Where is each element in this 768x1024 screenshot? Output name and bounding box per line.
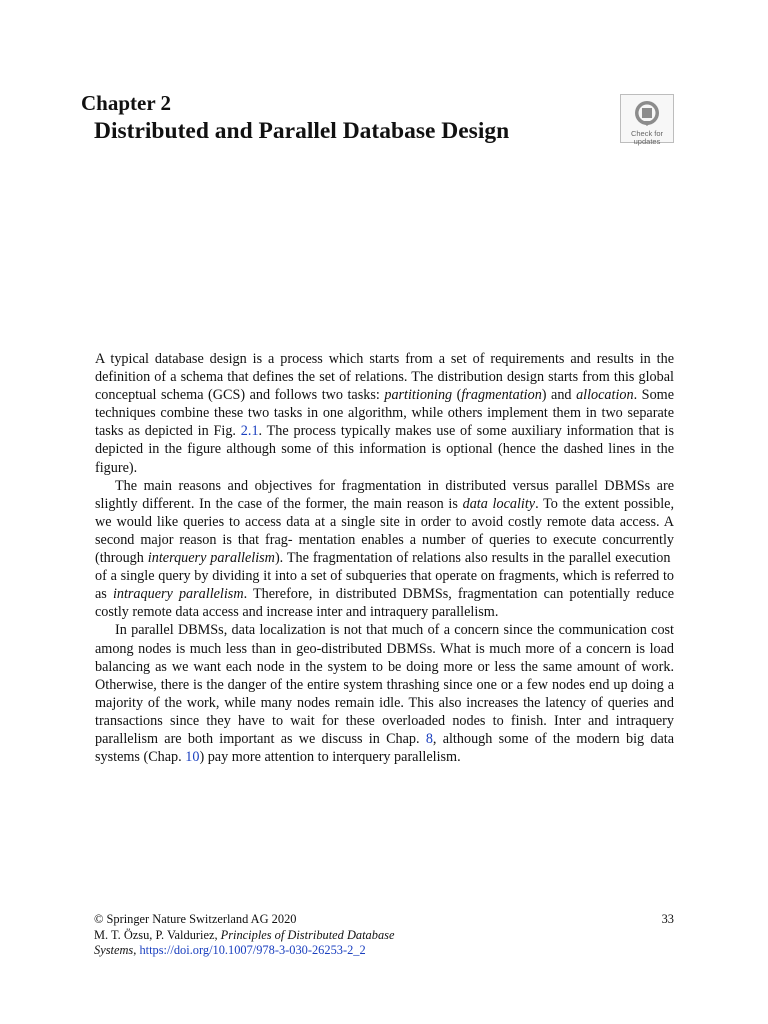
term-data-locality: data locality bbox=[462, 495, 536, 512]
paragraph-3 bbox=[95, 621, 674, 766]
text-span: . Some techniques combine these two tasks in one algorithm, while others implement them in two separate tasks as depicted in Fig. bbox=[95, 387, 674, 440]
badge-text-line1: Check for bbox=[630, 129, 664, 138]
citation-line bbox=[94, 928, 674, 944]
chapter-ref-link[interactable]: 10 bbox=[185, 749, 200, 766]
body-text bbox=[95, 350, 674, 766]
text-span: ). The fragmentation of relations also results in the parallel execution of a single query by dividing it into a set of subqueries that operate on fragments, which is referred to as bbox=[95, 550, 674, 603]
term-interquery-parallelism: interquery parallelism bbox=[147, 550, 275, 567]
book-title: Principles of Distributed Database bbox=[220, 927, 395, 942]
text-span: The main reasons and objectives for fragmentation in distributed versus parallel DBMSs are slightly different. In the case of the former, the main reason is bbox=[95, 477, 674, 512]
term-fragmentation: fragmentation bbox=[461, 387, 542, 404]
term-allocation: allocation bbox=[576, 387, 634, 404]
text-span: , although some of the modern big data systems (Chap. bbox=[95, 730, 674, 766]
page-footer bbox=[94, 912, 674, 959]
chapter-ref-link[interactable]: 8 bbox=[425, 730, 433, 747]
text-span: . To the extent possible, we would like queries to access data at a single site in order to avoid costly remote data access. A second major reason is that frag- mentation enables a number of queries to execute concurrently (through bbox=[95, 495, 675, 567]
text-span: . Therefore, in distributed DBMSs, fragmentation can potentially reduce costly remote data access and increase inter and intraquery parallelism. bbox=[95, 586, 674, 621]
text-span: In parallel DBMSs, data localization is not that much of a concern since the communication cost among nodes is much less than in geo-distributed DBMSs. What is much more of a concern is load balancing as we want each node in the system to be doing more or less the same amount of work. Otherwise, there is the danger of the entire system thrashing since one or a few nodes end up doing a majority of the work, while many nodes remain idle. This also increases the latency of queries and transactions since they have to wait for these overloaded nodes to finish. Inter and intraquery parallelism are both important as we discuss in Chap. bbox=[95, 622, 674, 747]
crossmark-icon bbox=[632, 99, 662, 129]
copyright-line: © Springer Nature Switzerland AG 2020 bbox=[94, 912, 297, 926]
term-partitioning: partitioning bbox=[384, 387, 453, 404]
text-span: ( bbox=[452, 387, 462, 404]
chapter-label: Chapter 2 bbox=[81, 91, 172, 115]
text-span: . The process typically makes use of some auxiliary information that is depicted in the figure although some of this information is optional (hence the dashed lines in the figure). bbox=[95, 423, 674, 476]
book-title-end: Systems bbox=[94, 943, 134, 958]
paragraph-2 bbox=[95, 477, 674, 622]
badge-text-line2: updates bbox=[633, 137, 661, 146]
page-number: 33 bbox=[661, 912, 674, 926]
citation-line-2 bbox=[94, 943, 674, 959]
text-span: A typical database design is a process which starts from a set of requirements and results in the definition of a schema that defines the set of relations. The distribution design starts from this global conceptual schema (GCS) and follows two tasks: bbox=[95, 351, 674, 404]
separator: , bbox=[133, 943, 140, 958]
term-intraquery-parallelism: intraquery parallelism bbox=[112, 586, 244, 603]
check-for-updates-badge[interactable] bbox=[620, 94, 674, 146]
paragraph-1 bbox=[95, 350, 674, 477]
text-span: ) pay more attention to interquery parallelism. bbox=[199, 749, 461, 766]
chapter-title: Distributed and Parallel Database Design bbox=[94, 118, 510, 144]
doi-link[interactable]: https://doi.org/10.1007/978-3-030-26253-2_2 bbox=[139, 943, 366, 958]
authors: M. T. Özsu, P. Valduriez, bbox=[94, 927, 221, 942]
text-span: ) and bbox=[541, 387, 577, 404]
figure-ref-link[interactable]: 2.1 bbox=[240, 423, 259, 440]
